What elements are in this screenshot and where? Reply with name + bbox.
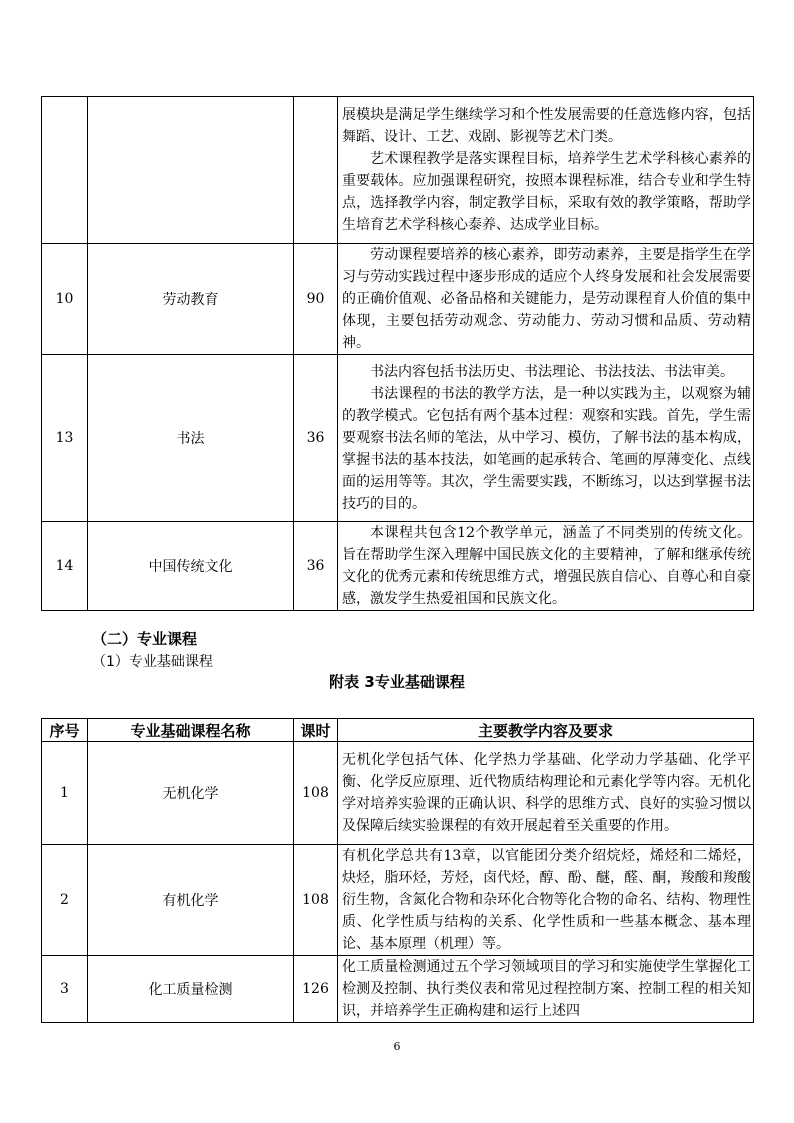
table-row: [42, 355, 754, 522]
header-course-name: 专业基础课程名称: [88, 719, 294, 742]
content-paragraph: 劳动课程要培养的核心素养，即劳动素养，主要是指学生在学习与劳动实践过程中逐步形成的适应个人终身发展和社会发展需要的正确价值观、必备品格和关键能力，是劳动课程育人价值的集中体现，主要包括劳动观念、劳动能力、劳动习惯和品质、劳动精神。: [342, 247, 751, 351]
row-number: 14: [42, 522, 88, 611]
course-name: 有机化学: [88, 845, 294, 956]
table-row: [42, 244, 754, 355]
content-paragraph: 书法内容包括书法历史、书法理论、书法技法、书法审美。: [370, 364, 734, 380]
course-name: [88, 97, 294, 244]
course-name: 化工质量检测: [88, 956, 294, 1023]
course-name: 书法: [88, 355, 294, 522]
course-content: 化工质量检测通过五个学习领域项目的学习和实施使学生掌握化工检测及控制、执行类仪表和常见过程控制方案、控制工程的相关知识，并培养学生正确构建和运行上述四: [338, 956, 754, 1023]
table-row: [42, 956, 754, 1023]
content-paragraph: 艺术课程教学是落实课程目标，培养学生艺术学科核心素养的重要载体。应加强课程研究，按照本课程标准，结合专业和学生特点，选择教学内容，制定教学目标，采取有效的教学策略，帮助学生培育艺术学科核心泰养、达成学业目标。: [342, 151, 751, 233]
course-name: 中国传统文化: [88, 522, 294, 611]
content-paragraph: 本课程共包含12个教学单元，涵盖了不同类别的传统文化。旨在帮助学生深入理解中国民族文化的主要精神，了解和继承传统文化的优秀元素和传统思维方式，增强民族自信心、自尊心和自豪感，激发学生热爱祖国和民族文化。: [342, 525, 751, 607]
course-hours: 36: [294, 522, 338, 611]
course-content: 无机化学包括气体、化学热力学基础、化学动力学基础、化学平衡、化学反应原理、近代物质结构理论和元素化学等内容。无机化学对培养实验课的正确认识、科学的思维方式、良好的实验习惯以及保障后续实验课程的有效开展起着至关重要的作用。: [338, 742, 754, 845]
course-hours: 108: [294, 845, 338, 956]
row-number: 13: [42, 355, 88, 522]
course-name: 劳动教育: [88, 244, 294, 355]
table-row: [42, 845, 754, 956]
header-number: 序号: [42, 719, 88, 742]
row-number: [42, 97, 88, 244]
table-caption: 附表 3专业基础课程: [329, 673, 465, 691]
content-paragraph: 展模块是满足学生继续学习和个性发展需要的任意选修内容，包括舞蹈、设计、工艺、戏剧、影视等艺术门类。: [342, 107, 751, 145]
course-content: [338, 355, 754, 522]
row-number: 2: [42, 845, 88, 956]
professional-basic-courses-table: [41, 718, 754, 1023]
table-row: [42, 742, 754, 845]
course-hours: [294, 97, 338, 244]
course-hours: 36: [294, 355, 338, 522]
content-paragraph: 书法课程的书法的教学方法，是一种以实践为主，以观察为辅的教学模式。它包括有两个基本过程：观察和实践。首先，学生需要观察书法名师的笔法，从中学习、模仿，了解书法的基本构成，掌握书法的基本技法，如笔画的起承转合、笔画的厚薄变化、点线面的运用等等。其次，学生需要实践，不断练习，以达到掌握书法技巧的目的。: [342, 386, 751, 512]
table-header-row: [42, 719, 754, 742]
row-number: 1: [42, 742, 88, 845]
row-number: 10: [42, 244, 88, 355]
row-number: 3: [42, 956, 88, 1023]
section-heading: （二）专业课程: [92, 630, 198, 648]
course-table-continued: [41, 96, 754, 611]
course-content: [338, 522, 754, 611]
course-content: [338, 97, 754, 244]
page-number: 6: [393, 1040, 401, 1053]
course-hours: 108: [294, 742, 338, 845]
header-hours: 课时: [294, 719, 338, 742]
header-content: 主要教学内容及要求: [338, 719, 754, 742]
course-name: 无机化学: [88, 742, 294, 845]
course-hours: 90: [294, 244, 338, 355]
subsection-heading: （1）专业基础课程: [92, 654, 213, 670]
course-content: 有机化学总共有13章，以官能团分类介绍烷烃，烯烃和二烯烃，炔烃，脂环烃，芳烃，卤代烃，醇、酚、醚，醛、酮，羧酸和羧酸衍生物，含氮化合物和杂环化合物等化合物的命名、结构、物理性质、化学性质与结构的关系、化学性质和一些基本概念、基本理论、基本原理（机理）等。: [338, 845, 754, 956]
table-row: [42, 522, 754, 611]
course-hours: 126: [294, 956, 338, 1023]
table-row: [42, 97, 754, 244]
course-content: [338, 244, 754, 355]
